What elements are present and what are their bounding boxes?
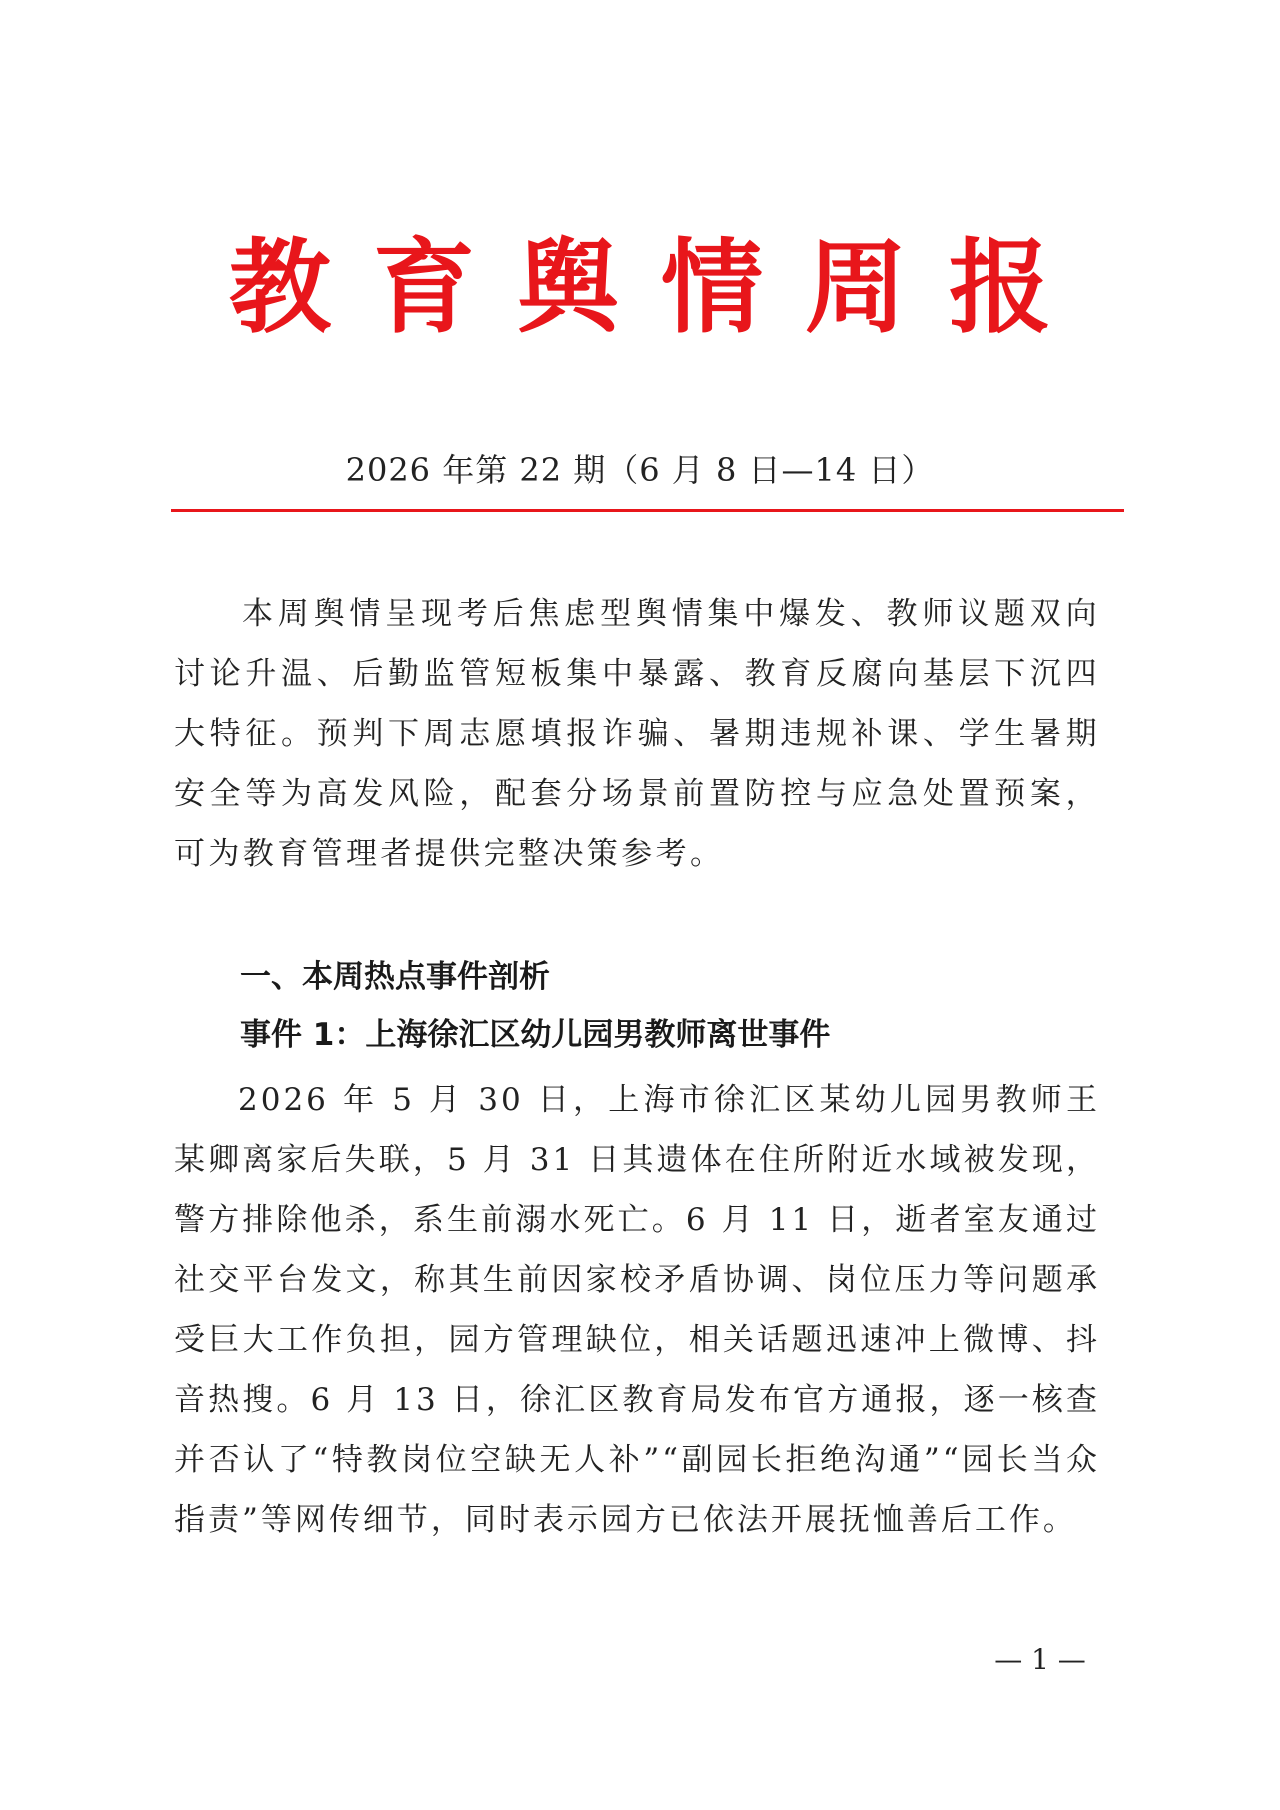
event-body-paragraph: 2026 年 5 月 30 日，上海市徐汇区某幼儿园男教师王某卿离家后失联，5 月 31 日其遗体在住所附近水域被发现，警方排除他杀，系生前溺水死亡。6 月 11 日，逝者室友通过社交平台发文，称其生前因家校矛盾协调、岗位压力等问题承受巨大工作负担，园方管理缺位，相关话题迅速冲上微博、抖音热搜。6 月 13 日，徐汇区教育局发布官方通报，逐一核查并否认了“特教岗位空缺无人补”“副园长拒绝沟通”“园长当众指责”等网传细节，同时表示园方已依法开展抚恤善后工作。 (174, 1082, 1100, 1538)
event-heading: 事件 1：上海徐汇区幼儿园男教师离世事件 (240, 1017, 831, 1053)
section-heading: 一、本周热点事件剖析 (240, 959, 550, 995)
issue-line: 2026 年第 22 期（6 月 8 日—14 日） (345, 451, 935, 489)
page-number: — 1 — (994, 1643, 1086, 1676)
masthead-title: 教育舆情周报 (229, 228, 1093, 348)
header-divider (171, 509, 1124, 512)
summary-paragraph: 本周舆情呈现考后焦虑型舆情集中爆发、教师议题双向讨论升温、后勤监管短板集中暴露、教育反腐向基层下沉四大特征。预判下周志愿填报诈骗、暑期违规补课、学生暑期安全等为高发风险，配套分场景前置防控与应急处置预案，可为教育管理者提供完整决策参考。 (174, 596, 1100, 872)
